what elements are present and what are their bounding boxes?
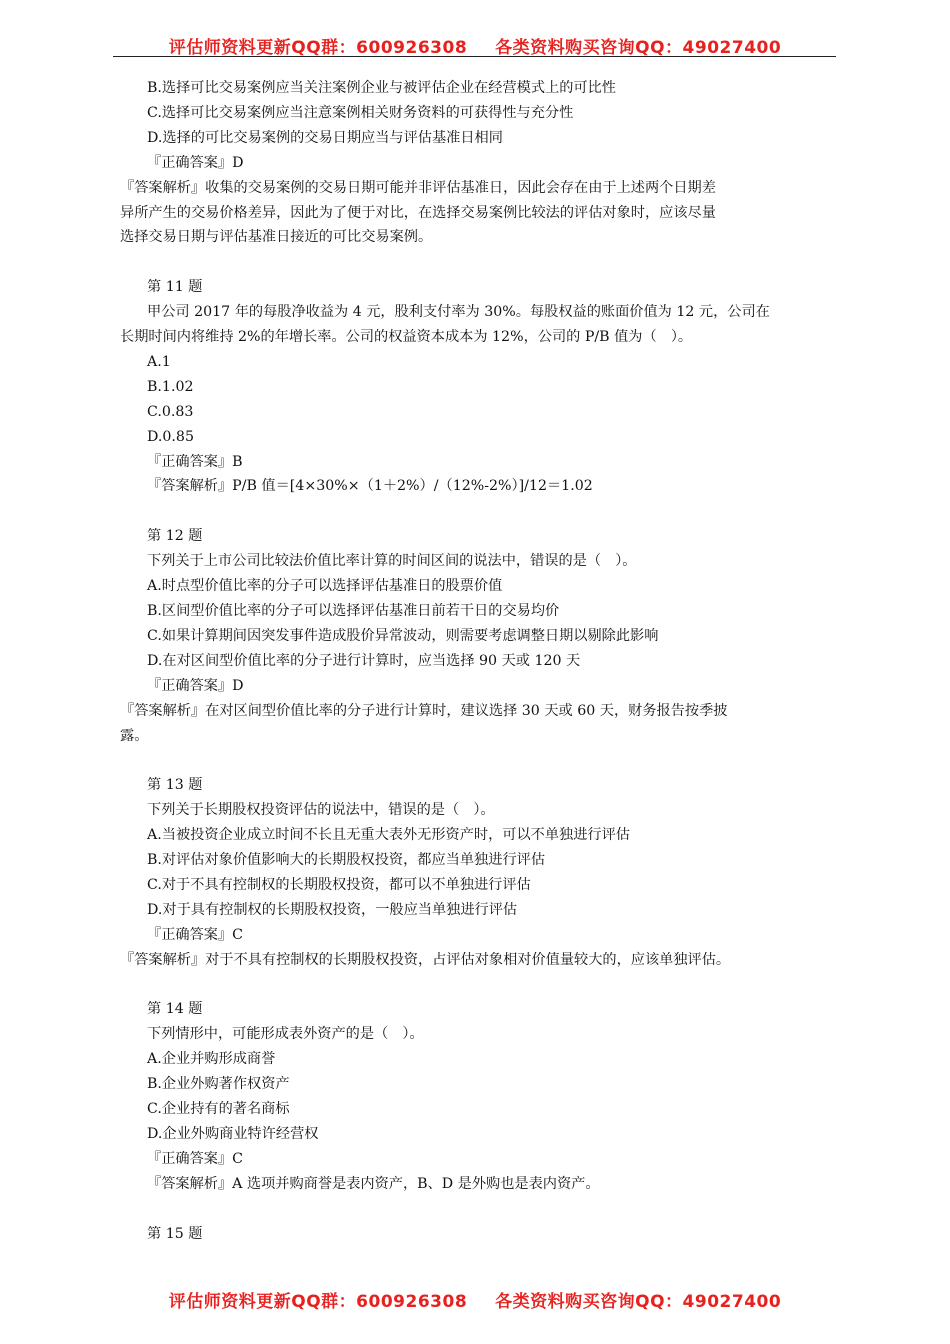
q13-analysis: 『答案解析』对于不具有控制权的长期股权投资，占评估对象相对价值量较大的，应该单独评估。: [120, 951, 731, 968]
prev-analysis-line-1: 『答案解析』收集的交易案例的交易日期可能并非评估基准日，因此会存在由于上述两个日期差: [120, 179, 716, 196]
header-qq-group-text: 评估师资料更新QQ群：600926308: [168, 38, 468, 58]
q11-analysis: 『答案解析』P/B 值＝[4×30%×（1＋2%）/（12%-2%）]/12＝1.02: [147, 478, 593, 495]
q12-analysis-line-1: 『答案解析』在对区间型价值比率的分子进行计算时，建议选择 30 天或 60 天，财务报告按季披: [120, 702, 728, 719]
q12-answer: 『正确答案』D: [147, 677, 244, 694]
prev-analysis-line-2: 异所产生的交易价格差异，因此为了便于对比，在选择交易案例比较法的评估对象时，应该尽量: [120, 204, 716, 221]
q12-option-a: A.时点型价值比率的分子可以选择评估基准日的股票价值: [147, 578, 503, 595]
prev-option-c: C.选择可比交易案例应当注意案例相关财务资料的可获得性与充分性: [147, 104, 574, 121]
prev-option-b: B.选择可比交易案例应当关注案例企业与被评估企业在经营模式上的可比性: [147, 80, 616, 96]
prev-analysis-line-3: 选择交易日期与评估基准日接近的可比交易案例。: [120, 229, 433, 246]
footer-purchase-qq-text: 各类资料购买咨询QQ：49027400: [495, 1292, 782, 1312]
q12-title: 第 12 题: [147, 528, 203, 545]
q11-stem-line-1: 甲公司 2017 年的每股净收益为 4 元，股利支付率为 30%。每股权益的账面价值为 12 元，公司在: [147, 304, 770, 321]
q11-option-c: C.0.83: [147, 403, 194, 420]
q12-option-d: D.在对区间型价值比率的分子进行计算时，应当选择 90 天或 120 天: [147, 652, 581, 669]
q13-answer: 『正确答案』C: [147, 926, 243, 943]
document-body: [120, 76, 836, 1247]
q11-title: 第 11 题: [147, 279, 203, 296]
q14-option-b: B.企业外购著作权资产: [147, 1076, 290, 1093]
q14-option-c: C.企业持有的著名商标: [147, 1101, 290, 1118]
q14-analysis: 『答案解析』A 选项并购商誉是表内资产，B、D 是外购也是表内资产。: [147, 1175, 600, 1192]
q13-stem: 下列关于长期股权投资评估的说法中，错误的是（ ）。: [147, 802, 495, 819]
q12-option-b: B.区间型价值比率的分子可以选择评估基准日前若干日的交易均价: [147, 603, 560, 619]
q13-option-c: C.对于不具有控制权的长期股权投资，都可以不单独进行评估: [147, 876, 531, 893]
q13-option-d: D.对于具有控制权的长期股权投资，一般应当单独进行评估: [147, 901, 518, 918]
footer-banner: [0, 1287, 950, 1312]
header-purchase-qq-text: 各类资料购买咨询QQ：49027400: [495, 38, 782, 58]
q14-title: 第 14 题: [147, 1001, 203, 1018]
q11-option-b: B.1.02: [147, 378, 194, 395]
q14-stem: 下列情形中，可能形成表外资产的是（ ）。: [147, 1026, 424, 1043]
q14-option-d: D.企业外购商业特许经营权: [147, 1126, 319, 1142]
q13-title: 第 13 题: [147, 777, 203, 794]
header-banner: [0, 33, 950, 58]
header-rule: [113, 56, 836, 57]
q11-stem-line-2: 长期时间内将维持 2%的年增长率。公司的权益资本成本为 12%，公司的 P/B 值为（ ）。: [120, 329, 693, 346]
q13-option-b: B.对评估对象价值影响大的长期股权投资，都应当单独进行评估: [147, 852, 546, 869]
q13-option-a: A.当被投资企业成立时间不长且无重大表外无形资产时，可以不单独进行评估: [147, 827, 630, 844]
q11-option-d: D.0.85: [147, 428, 194, 445]
prev-option-d: D.选择的可比交易案例的交易日期应当与评估基准日相同: [147, 129, 503, 146]
q11-option-a: A.1: [147, 353, 171, 370]
q12-stem: 下列关于上市公司比较法价值比率计算的时间区间的说法中，错误的是（ ）。: [147, 553, 637, 570]
q12-option-c: C.如果计算期间因突发事件造成股价异常波动，则需要考虑调整日期以剔除此影响: [147, 627, 659, 644]
prev-answer: 『正确答案』D: [147, 154, 244, 171]
q15-title: 第 15 题: [147, 1225, 203, 1242]
q11-answer: 『正确答案』B: [147, 453, 243, 470]
q14-option-a: A.企业并购形成商誉: [147, 1051, 276, 1068]
footer-qq-group-text: 评估师资料更新QQ群：600926308: [168, 1292, 468, 1312]
q14-answer: 『正确答案』C: [147, 1150, 243, 1167]
q12-analysis-line-2: 露。: [120, 727, 149, 744]
